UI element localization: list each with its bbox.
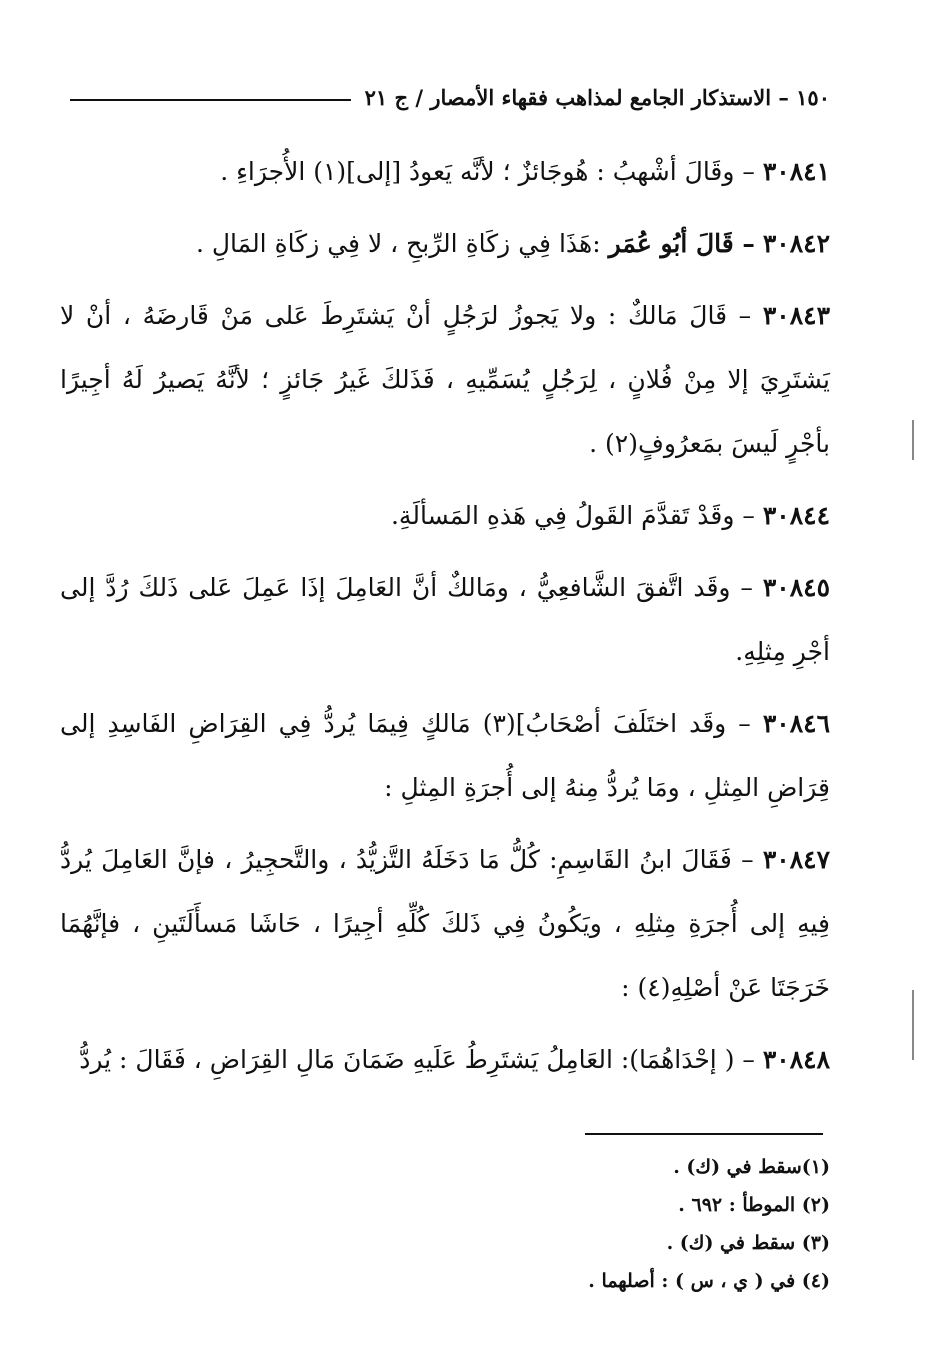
paragraph-30845	[60, 556, 830, 684]
paragraph-number: ٣٠٨٤٨	[762, 1045, 830, 1074]
footnote-separator	[585, 1133, 823, 1135]
paragraph-number: ٣٠٨٤٤	[762, 501, 830, 530]
paragraph-text: – وقَد اتَّفقَ الشَّافعِيُّ ، ومَالكٌ أنَّ العَامِلَ إذَا عَمِلَ عَلى ذَلكَ رُدَّ إلى أجْرِ مِثلِهِ.	[60, 573, 830, 666]
main-text	[60, 140, 830, 1092]
paragraph-number: ٣٠٨٤١	[762, 157, 830, 186]
footnote-1: (١)سقط في (ك) .	[673, 1156, 830, 1178]
paragraph-number: ٣٠٨٤٣	[762, 301, 830, 330]
paragraph-text: – وقَدْ تَقدَّمَ القَولُ فِي هَذهِ المَسألَةِ.	[390, 501, 755, 530]
paragraph-30847	[60, 828, 830, 1020]
speaker-name: – قَالَ أبُو عُمَر	[608, 229, 755, 258]
paragraph-text: – وقَد اختَلَفَ أصْحَابُ](٣) مَالكٍ فِيمَا يُردُّ فِي القِرَاضِ الفَاسِدِ إلى قِرَاضِ المِثلِ ، ومَا يُردُّ مِنهُ إلى أُجرَةِ المِثلِ :	[60, 709, 830, 802]
scan-artifact	[912, 420, 914, 460]
paragraph-30842	[60, 212, 830, 276]
paragraph-text: – ( إحْدَاهُمَا): العَامِلُ يَشتَرِطُ عَلَيهِ ضَمَانَ مَالِ القِرَاضِ ، فَقَالَ : يُردُّ	[79, 1045, 755, 1074]
paragraph-text: – قَالَ مَالكٌ : ولا يَجوزُ لرَجُلٍ أنْ يَشتَرِطَ عَلى مَنْ قَارضَهُ ، أنْ لا يَشتَرِيَ إلا مِنْ فُلانٍ ، لِرَجُلٍ يُسَمِّيهِ ، فَذَلكَ غَيرُ جَائزٍ ؛ لأنَّهُ يَصيرُ لَهُ أجِيرًا بأجْرٍ لَيسَ بمَعرُوفٍ(٢) .	[60, 301, 830, 458]
scan-artifact	[912, 990, 914, 1060]
page-header	[70, 72, 830, 122]
paragraph-text: :هَذَا فِي زكَاةِ الرِّبحِ ، لا فِي زكَاةِ المَالِ .	[195, 229, 601, 258]
paragraph-30846	[60, 692, 830, 820]
footnotes	[420, 1148, 830, 1300]
paragraph-number: ٣٠٨٤٦	[762, 709, 830, 738]
paragraph-30841	[60, 140, 830, 204]
header-rule	[70, 99, 351, 101]
paragraph-number: ٣٠٨٤٢	[762, 229, 830, 258]
paragraph-text: – وقَالَ أشْهبُ : هُوجَائزٌ ؛ لأنَّه يَعودُ [إلى](١) الأُجرَاءِ .	[220, 157, 755, 186]
footnote-2: (٢) الموطأ : ٦٩٢ .	[678, 1194, 830, 1216]
paragraph-30848	[60, 1028, 830, 1092]
paragraph-text: – فَقَالَ ابنُ القَاسِمِ: كُلُّ مَا دَخَلَهُ التَّزيُّدُ ، والتَّحجِيرُ ، فإنَّ العَامِلَ يُردُّ فِيهِ إلى أُجرَةِ مِثلِهِ ، ويَكُونُ فِي ذَلكَ كُلِّهِ أجِيرًا ، حَاشَا مَسأَلَتَينِ ، فإنَّهُمَا خَرَجَتَا عَنْ أصْلِهِ(٤) :	[60, 845, 830, 1002]
footnote-4: (٤) في ( ي ، س ) : أصلهما .	[588, 1270, 830, 1292]
paragraph-30843	[60, 284, 830, 476]
paragraph-number: ٣٠٨٤٧	[762, 845, 830, 874]
paragraph-30844	[60, 484, 830, 548]
footnote-3: (٣) سقط في (ك) .	[666, 1232, 830, 1254]
paragraph-number: ٣٠٨٤٥	[762, 573, 830, 602]
running-head: ١٥٠ – الاستذكار الجامع لمذاهب فقهاء الأمصار / ج ٢١	[364, 84, 830, 110]
